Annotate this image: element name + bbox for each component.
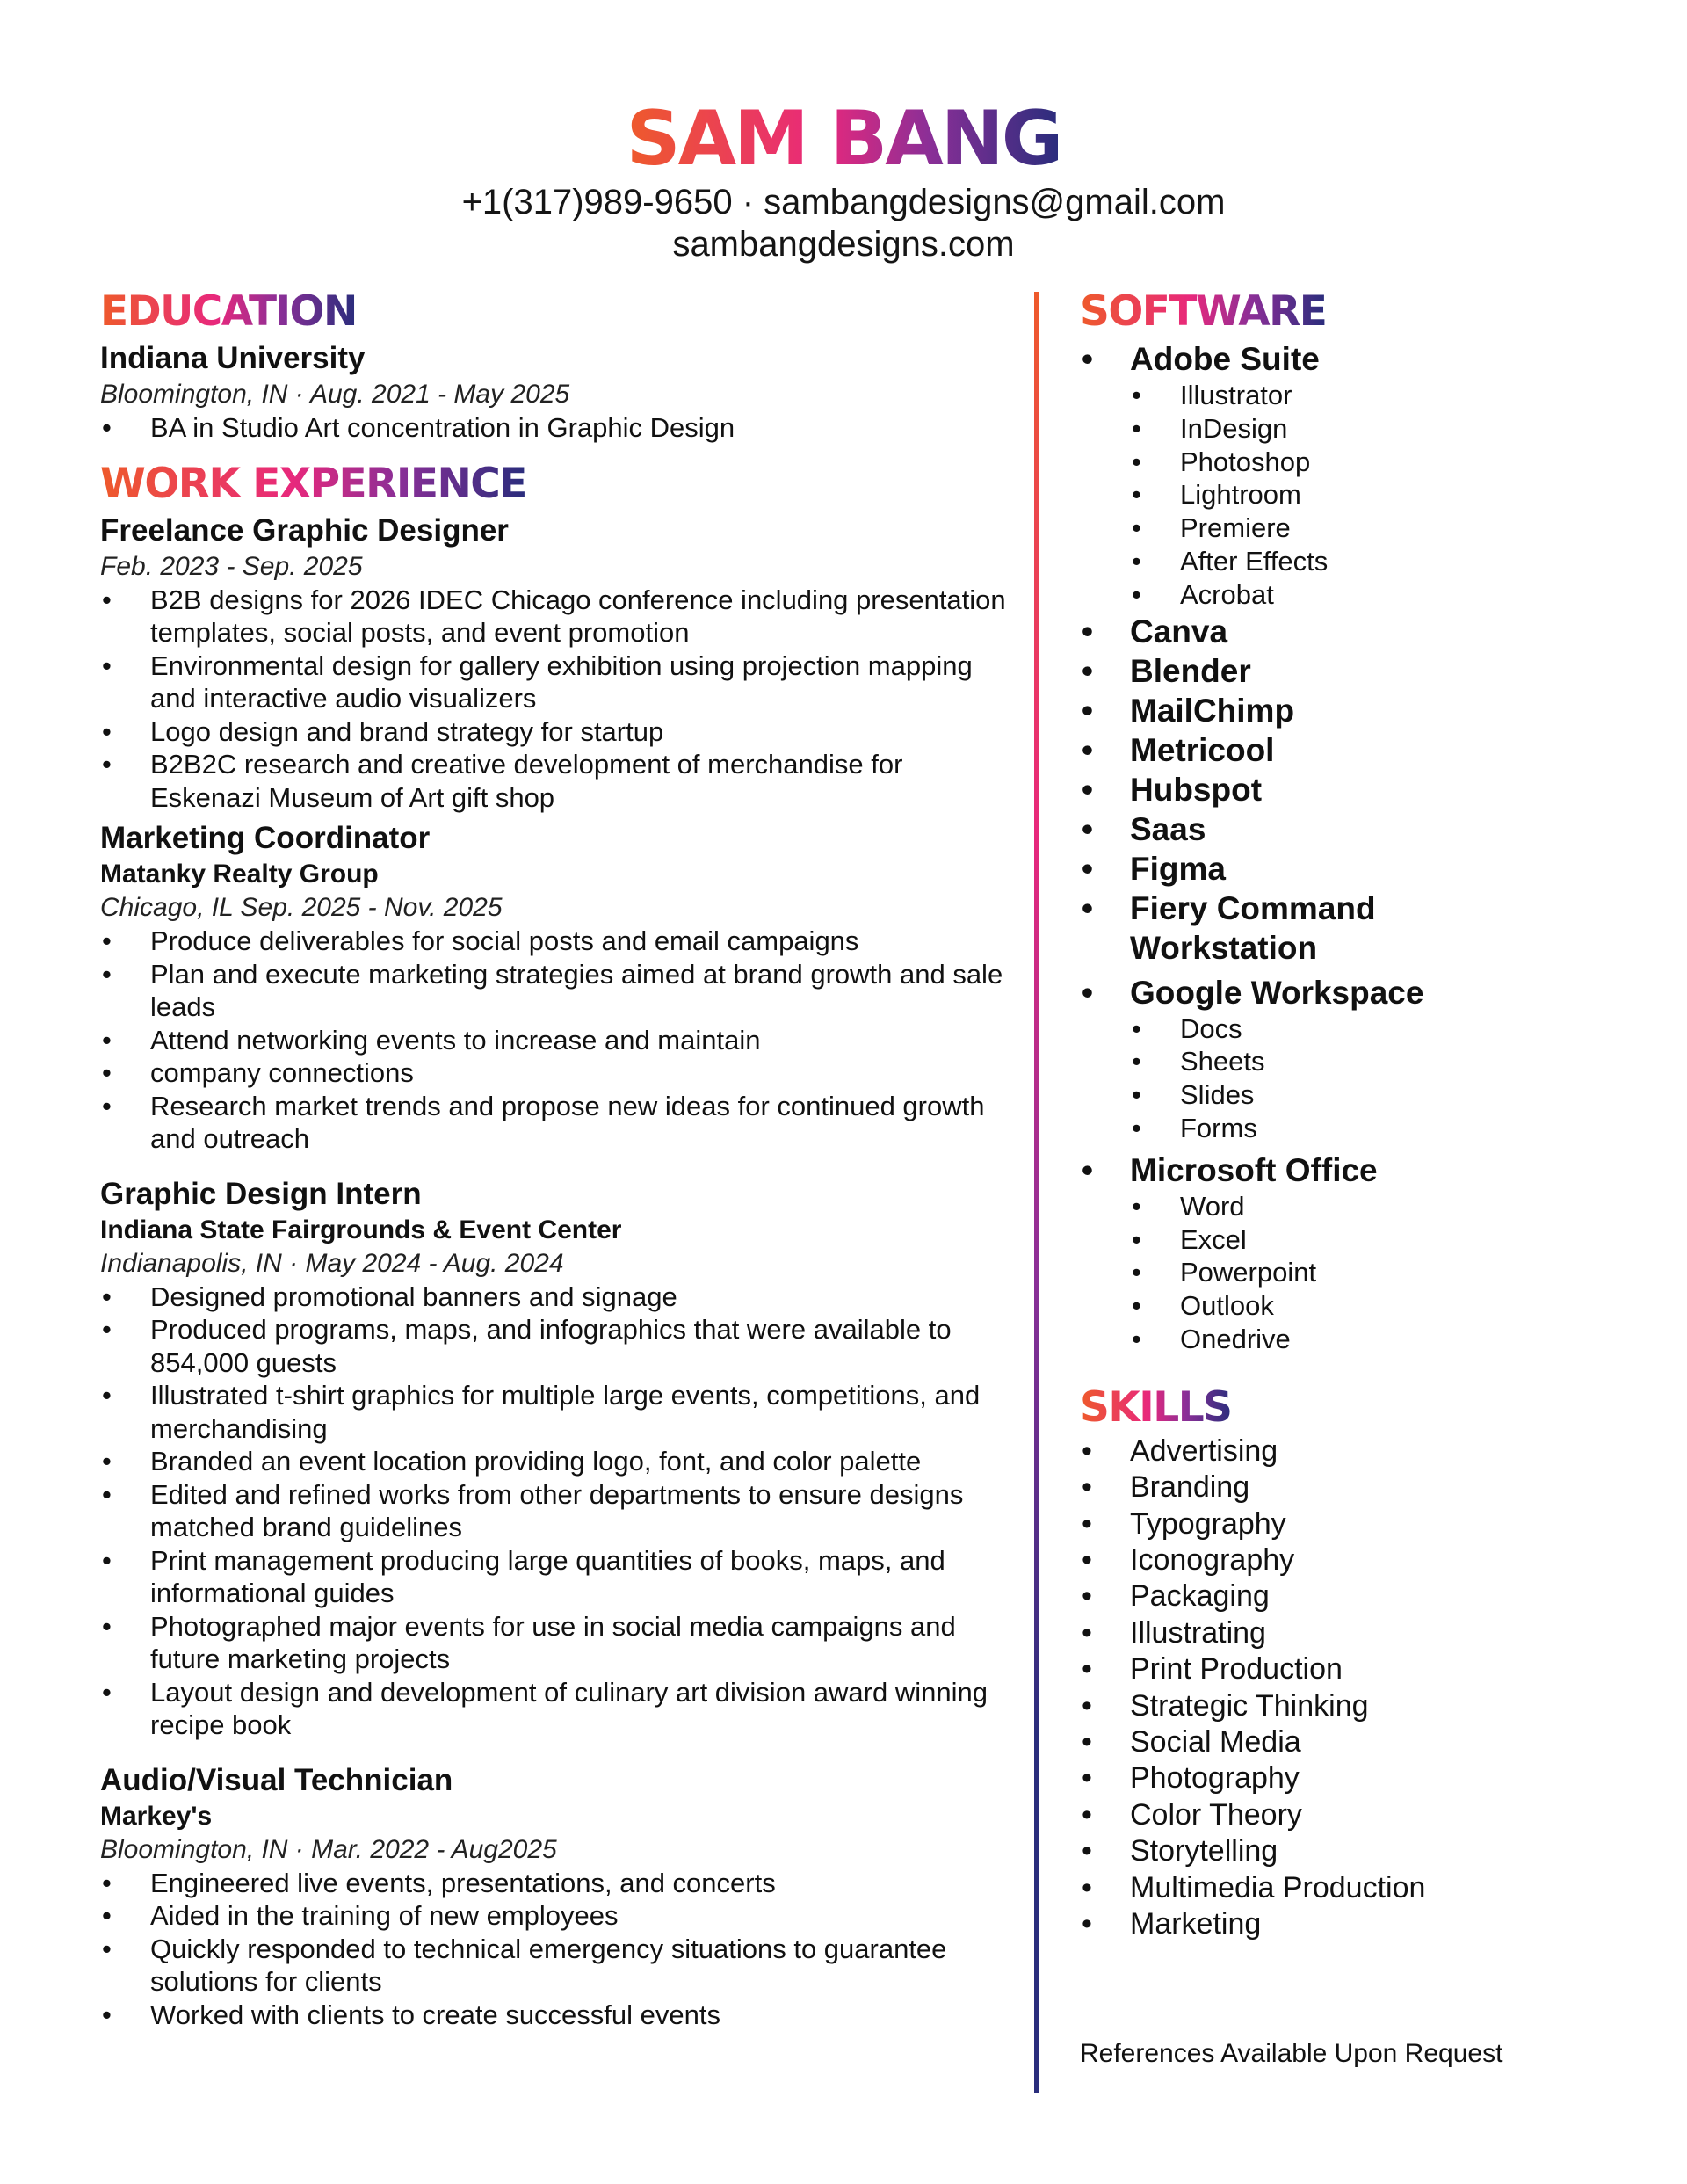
software-name: Microsoft Office: [1130, 1151, 1378, 1188]
list-item: • Branding: [1080, 1469, 1625, 1506]
software-item: • Saas: [1080, 809, 1625, 849]
education-meta: Bloomington, IN · Aug. 2021 - May 2025: [100, 380, 570, 409]
job-title: Marketing Coordinator: [100, 821, 431, 855]
skills-heading: SKILLS: [1080, 1382, 1232, 1432]
software-section: [1080, 287, 1625, 1356]
list-item: • Designed promotional banners and signage: [100, 1281, 1014, 1314]
list-item: • Docs: [1130, 1012, 1625, 1046]
list-item: • B2B designs for 2026 IDEC Chicago conference including presentation templates, social posts, and event promotion: [100, 584, 1014, 649]
list-item: • Premiere: [1130, 512, 1625, 545]
list-item: • Typography: [1080, 1506, 1625, 1542]
list-item: • Advertising: [1080, 1433, 1625, 1469]
left-column: [100, 287, 1014, 2031]
list-item: • Quickly responded to technical emergency situations to guarantee solutions for clients: [100, 1933, 1014, 1999]
list-item: • Plan and execute marketing strategies aimed at brand growth and sale leads: [100, 958, 1014, 1024]
list-item: • company connections: [100, 1056, 1014, 1090]
list-item: • Attend networking events to increase and maintain: [100, 1024, 1014, 1057]
list-item: • Engineered live events, presentations, and concerts: [100, 1867, 1014, 1900]
company-name: Matanky Realty Group: [100, 860, 379, 889]
job-entry: [100, 512, 1014, 815]
list-item: • Illustrator: [1130, 379, 1625, 412]
list-item: • Excel: [1130, 1223, 1625, 1257]
list-item: • Photographed major events for use in social media campaigns and future marketing projects: [100, 1610, 1014, 1676]
contact-line: +1(317)989-9650 · sambangdesigns@gmail.com: [461, 183, 1226, 221]
job-entry: [100, 1761, 1014, 2032]
education-section: [100, 287, 1014, 445]
job-bullets: [100, 925, 1014, 1156]
references-note: References Available Upon Request: [1080, 2039, 1503, 2068]
list-item: • Illustrated t-shirt graphics for multiple large events, competitions, and merchandising: [100, 1379, 1014, 1445]
list-item: • Produced programs, maps, and infographics that were available to 854,000 guests: [100, 1313, 1014, 1379]
list-item: • Lightroom: [1130, 478, 1625, 512]
list-item: • After Effects: [1130, 545, 1625, 578]
software-item: • Fiery Command Workstation: [1080, 889, 1414, 968]
software-item: • Metricool: [1080, 730, 1625, 770]
job-entry: [100, 819, 1014, 1156]
software-item: • Blender: [1080, 651, 1625, 691]
software-item: [1080, 1150, 1625, 1356]
software-sublist: [1130, 1012, 1625, 1145]
job-meta: Chicago, IL Sep. 2025 - Nov. 2025: [100, 893, 503, 922]
skills-section: [1080, 1382, 1625, 1943]
job-bullets: [100, 1867, 1014, 2032]
job-title: Freelance Graphic Designer: [100, 512, 509, 548]
list-item: • Edited and refined works from other departments to ensure designs matched brand guidelines: [100, 1478, 1014, 1544]
list-item: • Worked with clients to create successful events: [100, 1999, 1014, 2032]
software-item: • Canva: [1080, 612, 1625, 651]
software-item: • Figma: [1080, 849, 1625, 889]
list-item: • InDesign: [1130, 412, 1625, 446]
job-meta: Indianapolis, IN · May 2024 - Aug. 2024: [100, 1248, 564, 1278]
software-item: • Hubspot: [1080, 770, 1625, 809]
school-name: Indiana University: [100, 341, 366, 375]
job-entry: [100, 1175, 1014, 1742]
company-name: Indiana State Fairgrounds & Event Center: [100, 1215, 622, 1244]
software-item: [1080, 973, 1625, 1145]
list-item: • B2B2C research and creative development of merchandise for Eskenazi Museum of Art gift shop: [100, 748, 1014, 814]
software-sublist: [1130, 379, 1625, 612]
list-item: • Environmental design for gallery exhibition using projection mapping and interactive audio visualizers: [100, 649, 1014, 715]
job-title: Graphic Design Intern: [100, 1176, 422, 1211]
job-bullets: [100, 584, 1014, 815]
list-item: • Logo design and brand strategy for startup: [100, 715, 1014, 749]
right-column: [1080, 287, 1625, 1942]
software-sublist: [1130, 1190, 1625, 1356]
work-experience-heading: WORK EXPERIENCE: [100, 459, 526, 508]
list-item: • Acrobat: [1130, 578, 1625, 612]
software-name: Google Workspace: [1130, 974, 1424, 1011]
list-item: • Print Production: [1080, 1651, 1625, 1687]
list-item: • Powerpoint: [1130, 1256, 1625, 1289]
list-item: • Produce deliverables for social posts and email campaigns: [100, 925, 1014, 958]
list-item: • Illustrating: [1080, 1615, 1625, 1651]
list-item: • Forms: [1130, 1112, 1625, 1145]
list-item: • Word: [1130, 1190, 1625, 1223]
list-item: • Storytelling: [1080, 1833, 1625, 1869]
candidate-name: SAM BANG: [626, 95, 1061, 183]
column-divider: [1034, 292, 1039, 2093]
education-bullets: [100, 411, 1014, 445]
website: sambangdesigns.com: [672, 225, 1015, 264]
list-item: • Photoshop: [1130, 446, 1625, 479]
list-item: • Onedrive: [1130, 1323, 1625, 1356]
software-item: • MailChimp: [1080, 691, 1625, 730]
skills-list: [1080, 1433, 1625, 1943]
list-item: • Sheets: [1130, 1045, 1625, 1078]
list-item: • Social Media: [1080, 1724, 1625, 1760]
list-item: • Packaging: [1080, 1578, 1625, 1614]
list-item: • BA in Studio Art concentration in Graphic Design: [100, 411, 1014, 445]
software-heading: SOFTWARE: [1080, 287, 1327, 336]
list-item: • Slides: [1130, 1078, 1625, 1112]
company-name: Markey's: [100, 1801, 213, 1831]
list-item: • Photography: [1080, 1760, 1625, 1796]
software-name: Adobe Suite: [1130, 341, 1320, 377]
list-item: • Outlook: [1130, 1289, 1625, 1323]
list-item: • Iconography: [1080, 1542, 1625, 1578]
list-item: • Multimedia Production: [1080, 1870, 1625, 1906]
list-item: • Branded an event location providing logo, font, and color palette: [100, 1445, 1014, 1478]
job-meta: Feb. 2023 - Sep. 2025: [100, 551, 363, 581]
list-item: • Color Theory: [1080, 1797, 1625, 1833]
software-item: [1080, 339, 1625, 612]
education-heading: EDUCATION: [100, 287, 357, 336]
list-item: • Strategic Thinking: [1080, 1688, 1625, 1724]
work-experience-section: [100, 459, 1014, 2032]
list-item: • Research market trends and propose new ideas for continued growth and outreach: [100, 1090, 1014, 1156]
job-title: Audio/Visual Technician: [100, 1762, 453, 1797]
software-list: [1080, 339, 1625, 1356]
job-bullets: [100, 1281, 1014, 1742]
list-item: • Print management producing large quantities of books, maps, and informational guides: [100, 1544, 1014, 1610]
list-item: • Layout design and development of culinary art division award winning recipe book: [100, 1676, 1014, 1742]
resume-header: [0, 97, 1687, 265]
list-item: • Aided in the training of new employees: [100, 1899, 1014, 1933]
list-item: • Marketing: [1080, 1906, 1625, 1942]
job-meta: Bloomington, IN · Mar. 2022 - Aug2025: [100, 1834, 557, 1864]
